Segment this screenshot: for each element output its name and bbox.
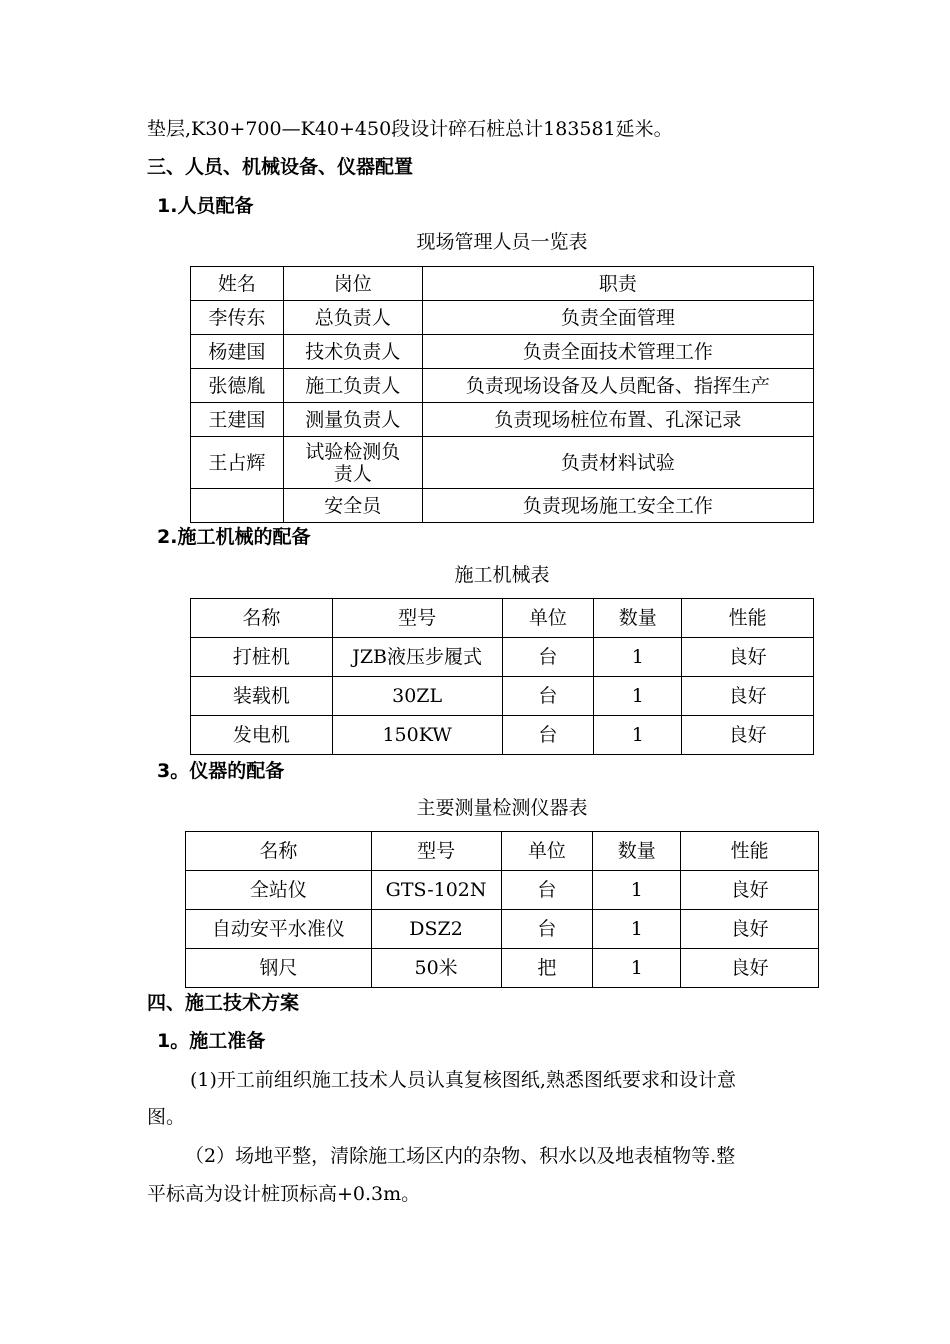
cell-performance: 良好 [682, 716, 814, 755]
cell-quantity: 1 [594, 677, 682, 716]
table-row [191, 369, 814, 403]
intro-line: 垫层,K30+700—K40+450段设计碎石桩总计183581延米。 [147, 118, 673, 140]
cell-model: 50米 [371, 949, 501, 988]
table-row [191, 716, 814, 755]
subsection-staff-title: 1.人员配备 [157, 195, 254, 217]
subsection-machinery-title: 2.施工机械的配备 [157, 526, 311, 548]
cell-position: 总负责人 [283, 301, 422, 335]
cell-name: 自动安平水准仪 [186, 910, 372, 949]
staff-table-caption: 现场管理人员一览表 [416, 231, 588, 253]
cell-position: 测量负责人 [283, 403, 422, 437]
cell-name [191, 489, 284, 523]
subsection-instruments-title: 3。仪器的配备 [157, 760, 285, 782]
table-row [191, 403, 814, 437]
instrument-table [185, 831, 819, 988]
cell-performance: 良好 [682, 638, 814, 677]
table-row [186, 910, 819, 949]
cell-model: DSZ2 [371, 910, 501, 949]
cell-unit: 台 [502, 677, 594, 716]
cell-name: 李传东 [191, 301, 284, 335]
machine-table [190, 598, 814, 755]
cell-duty: 负责全面管理 [422, 301, 813, 335]
header-name: 名称 [186, 832, 372, 871]
section-3-title: 三、人员、机械设备、仪器配置 [147, 156, 414, 178]
cell-unit: 台 [502, 716, 594, 755]
cell-name: 杨建国 [191, 335, 284, 369]
cell-performance: 良好 [682, 677, 814, 716]
header-model: 型号 [332, 599, 502, 638]
instrument-table-header-row [186, 832, 819, 871]
cell-performance: 良好 [681, 910, 819, 949]
cell-quantity: 1 [594, 716, 682, 755]
instrument-table-caption: 主要测量检测仪器表 [416, 797, 588, 819]
cell-quantity: 1 [593, 871, 681, 910]
header-performance: 性能 [681, 832, 819, 871]
staff-table-header-row [191, 267, 814, 301]
cell-unit: 台 [501, 871, 593, 910]
paragraph-1-line-1: (1)开工前组织施工技术人员认真复核图纸,熟悉图纸要求和设计意 [190, 1069, 736, 1091]
table-row [191, 677, 814, 716]
section-4-title: 四、施工技术方案 [147, 992, 300, 1014]
cell-quantity: 1 [594, 638, 682, 677]
cell-name: 张德胤 [191, 369, 284, 403]
cell-name: 打桩机 [191, 638, 333, 677]
header-model: 型号 [371, 832, 501, 871]
table-row [191, 437, 814, 489]
staff-table [190, 266, 814, 523]
cell-unit: 台 [502, 638, 594, 677]
table-row [191, 335, 814, 369]
header-unit: 单位 [502, 599, 594, 638]
cell-name: 王占辉 [191, 437, 284, 489]
table-row [191, 301, 814, 335]
cell-duty: 负责全面技术管理工作 [422, 335, 813, 369]
table-row [186, 871, 819, 910]
table-row [191, 489, 814, 523]
cell-position: 技术负责人 [283, 335, 422, 369]
header-performance: 性能 [682, 599, 814, 638]
cell-unit: 把 [501, 949, 593, 988]
cell-name: 王建国 [191, 403, 284, 437]
cell-quantity: 1 [593, 910, 681, 949]
cell-model: 30ZL [332, 677, 502, 716]
machine-table-header-row [191, 599, 814, 638]
machine-table-caption: 施工机械表 [454, 564, 550, 586]
header-position: 岗位 [283, 267, 422, 301]
cell-duty: 负责现场施工安全工作 [422, 489, 813, 523]
header-quantity: 数量 [594, 599, 682, 638]
header-name: 姓名 [191, 267, 284, 301]
cell-model: 150KW [332, 716, 502, 755]
table-row [186, 949, 819, 988]
cell-name: 发电机 [191, 716, 333, 755]
header-name: 名称 [191, 599, 333, 638]
header-quantity: 数量 [593, 832, 681, 871]
cell-duty: 负责材料试验 [422, 437, 813, 489]
cell-model: GTS-102N [371, 871, 501, 910]
header-unit: 单位 [501, 832, 593, 871]
cell-position: 施工负责人 [283, 369, 422, 403]
cell-quantity: 1 [593, 949, 681, 988]
cell-duty: 负责现场设备及人员配备、指挥生产 [422, 369, 813, 403]
paragraph-1-line-2: 图。 [147, 1106, 186, 1128]
paragraph-2-line-1: （2）场地平整，清除施工场区内的杂物、积水以及地表植物等.整 [185, 1145, 736, 1167]
cell-duty: 负责现场桩位布置、孔深记录 [422, 403, 813, 437]
cell-model: JZB液压步履式 [332, 638, 502, 677]
header-duty: 职责 [422, 267, 813, 301]
cell-performance: 良好 [681, 949, 819, 988]
cell-name: 装载机 [191, 677, 333, 716]
cell-position: 安全员 [283, 489, 422, 523]
cell-performance: 良好 [681, 871, 819, 910]
paragraph-2-line-2: 平标高为设计桩顶标高+0.3m。 [147, 1183, 421, 1205]
cell-unit: 台 [501, 910, 593, 949]
cell-name: 全站仪 [186, 871, 372, 910]
cell-position-text: 试验检测负责人 [305, 440, 401, 485]
cell-name: 钢尺 [186, 949, 372, 988]
table-row [191, 638, 814, 677]
subsection-preparation-title: 1。施工准备 [157, 1030, 266, 1052]
cell-position [283, 437, 422, 489]
